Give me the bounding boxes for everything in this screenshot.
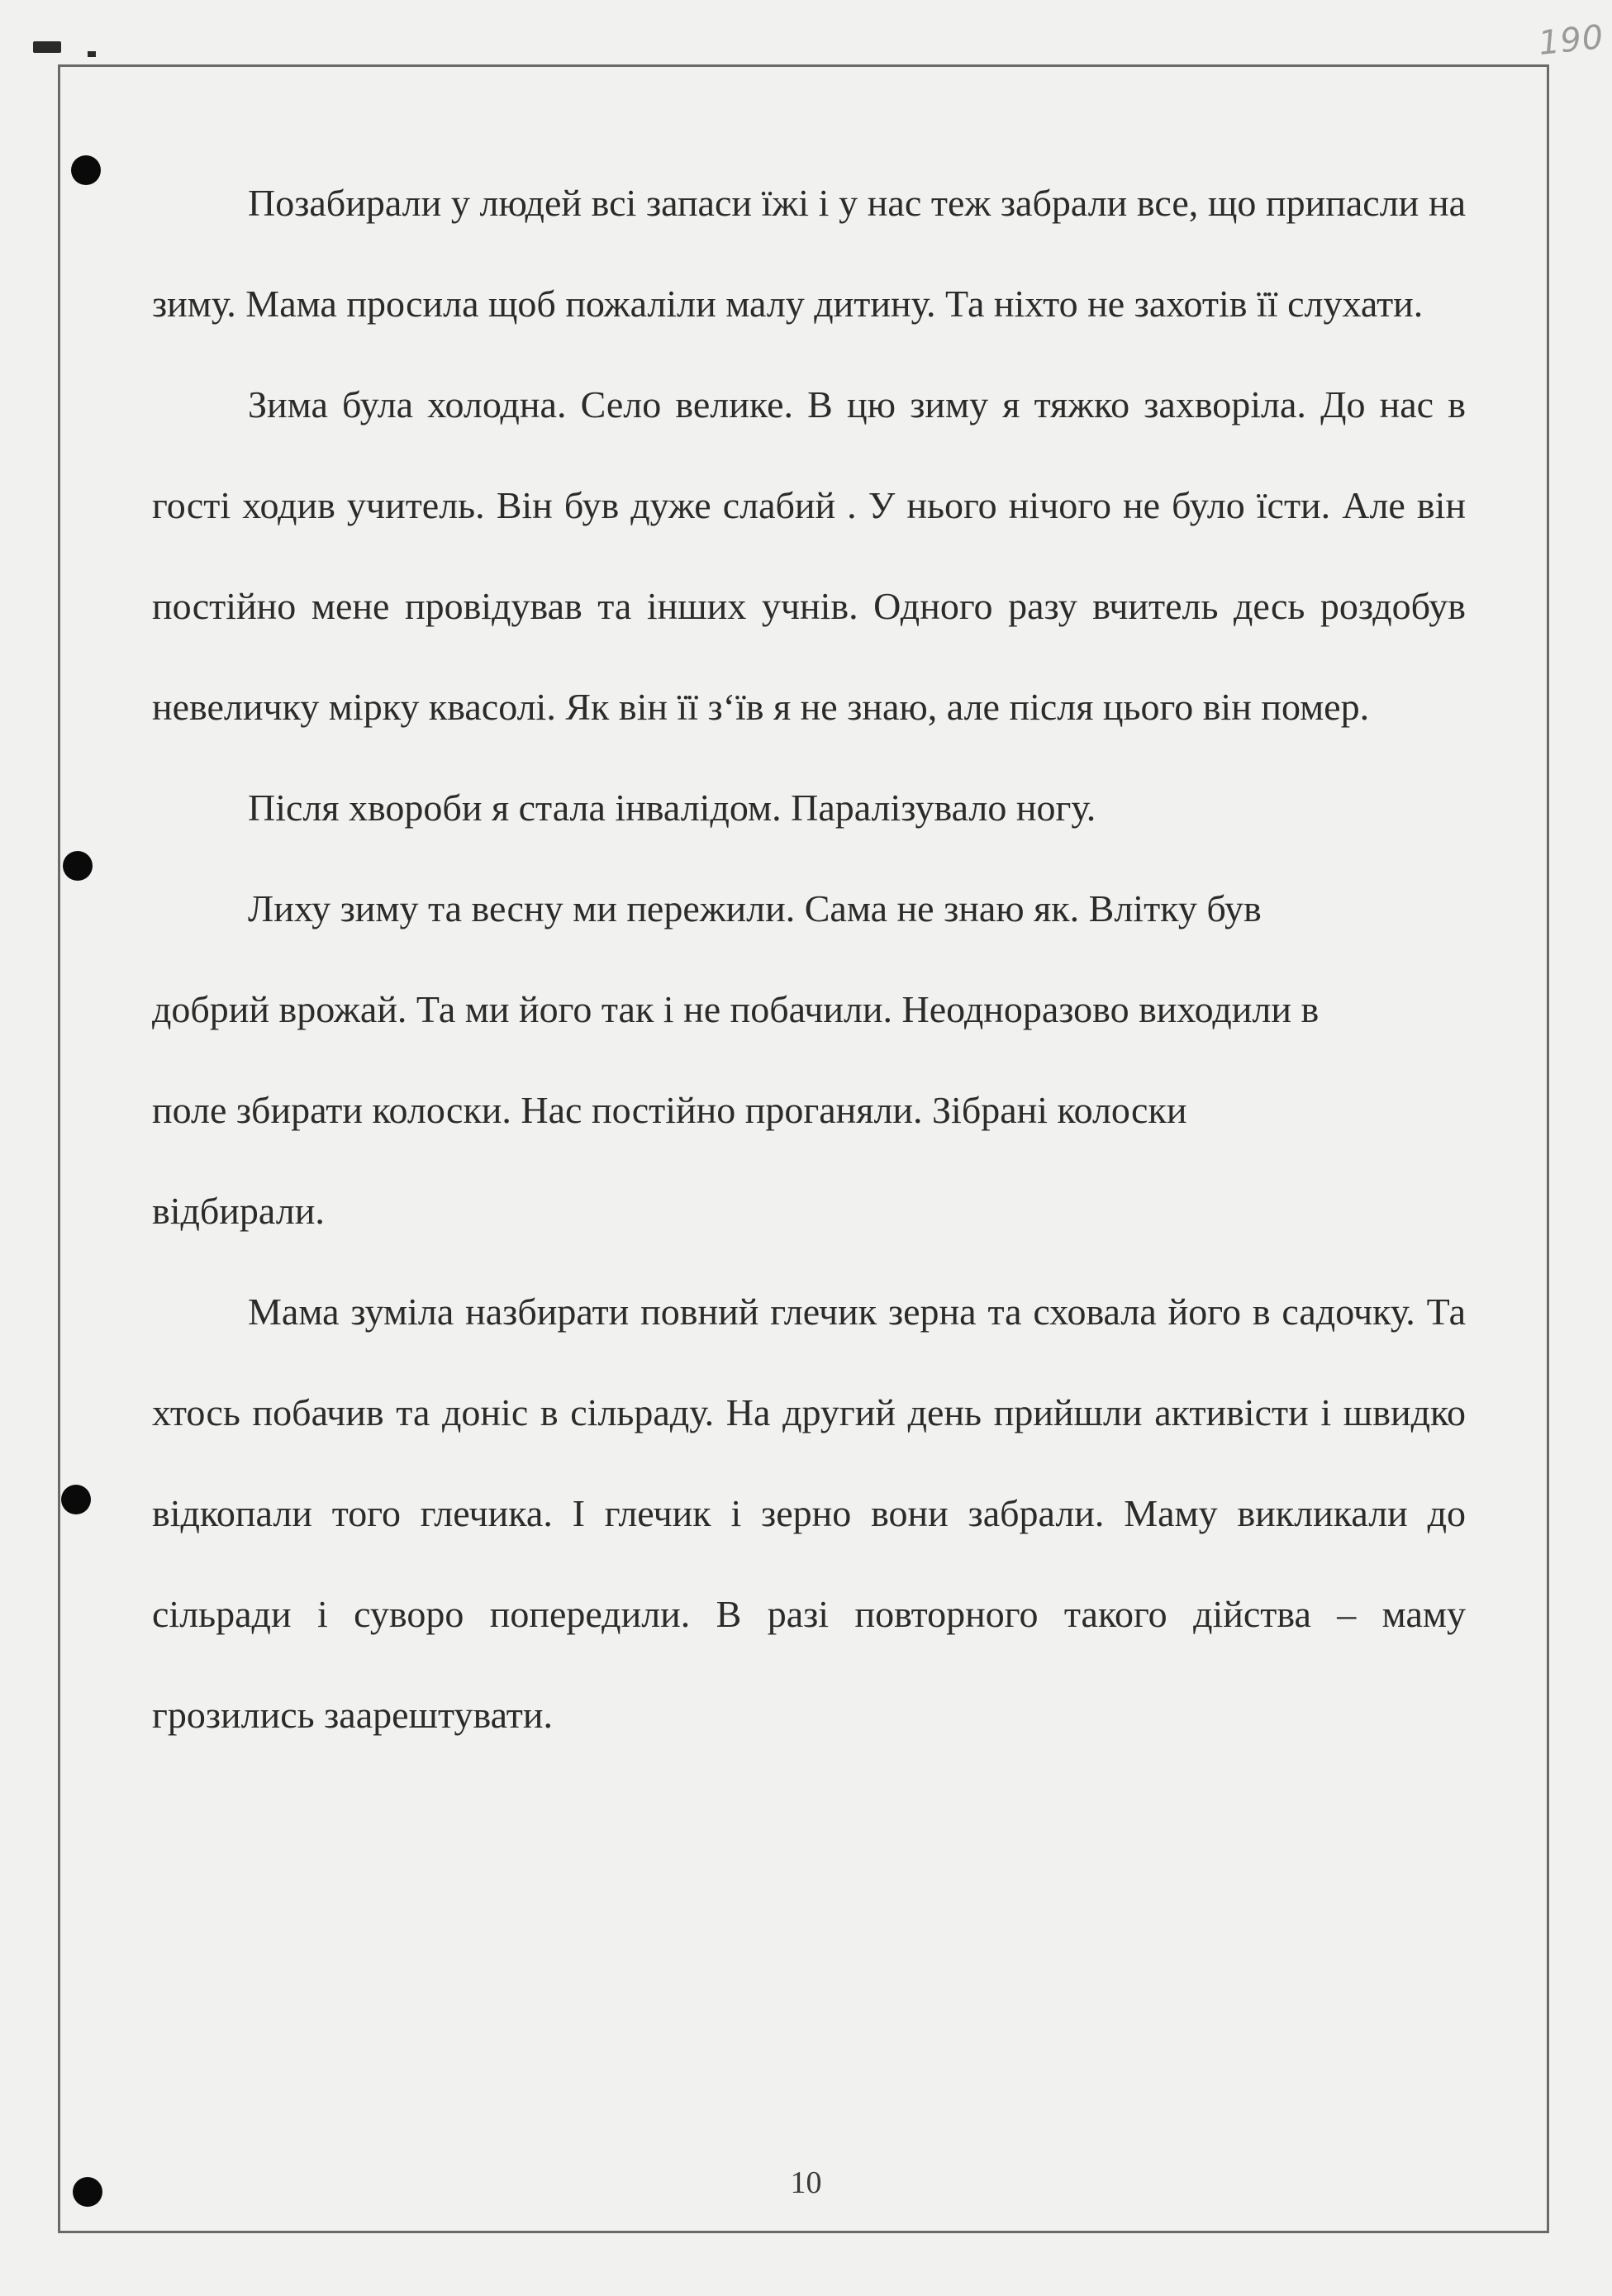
page-number: 10 [790,2165,822,2200]
corner-mark [33,41,61,53]
punch-hole-1 [71,155,101,185]
paragraph-4: Лиху зиму та весну ми пережили. Сама не знаю як. Влітку був добрий врожай. Та ми його так і не побачили. Неодноразово виходили в поле збирати колоски. Нас постійно проганяли. Зібрані колоски відбирали. [152,887,1320,1232]
paragraph-5: Мама зуміла назбирати повний глечик зерна та сховала його в садочку. Та хтось побачив та доніс в сільраду. На другий день прийшли активісти і швидко відкопали того глечика. І глечик і зерно вони забрали. Маму викликали до сільради і суворо попередили. В разі повторного такого дійства – маму грозились заарештувати. [152,1291,1466,1736]
paragraph-1: Позабирали у людей всі запаси їжі і у нас теж забрали все, що припасли на зиму. Мама просила щоб пожаліли малу дитину. Та ніхто не захотів її слухати. [152,182,1466,325]
paragraph-2: Зима була холодна. Село велике. В цю зиму я тяжко захворіла. До нас в гості ходив учитель. Він був дуже слабий . У нього нічого не було їсти. Але він постійно мене провідував та інших учнів. Одного разу вчитель десь роздобув невеличку мірку квасолі. Як він її з‘їв я не знаю, але після цього він помер. [152,383,1466,728]
document-body [152,153,1466,1766]
punch-hole-2 [63,851,93,881]
punch-hole-3 [61,1485,91,1514]
handwritten-folio-number: 190 [1536,17,1606,64]
paragraph-3: Після хвороби я стала інвалідом. Паралізувало ногу. [248,787,1096,829]
corner-mark-small [88,51,96,57]
